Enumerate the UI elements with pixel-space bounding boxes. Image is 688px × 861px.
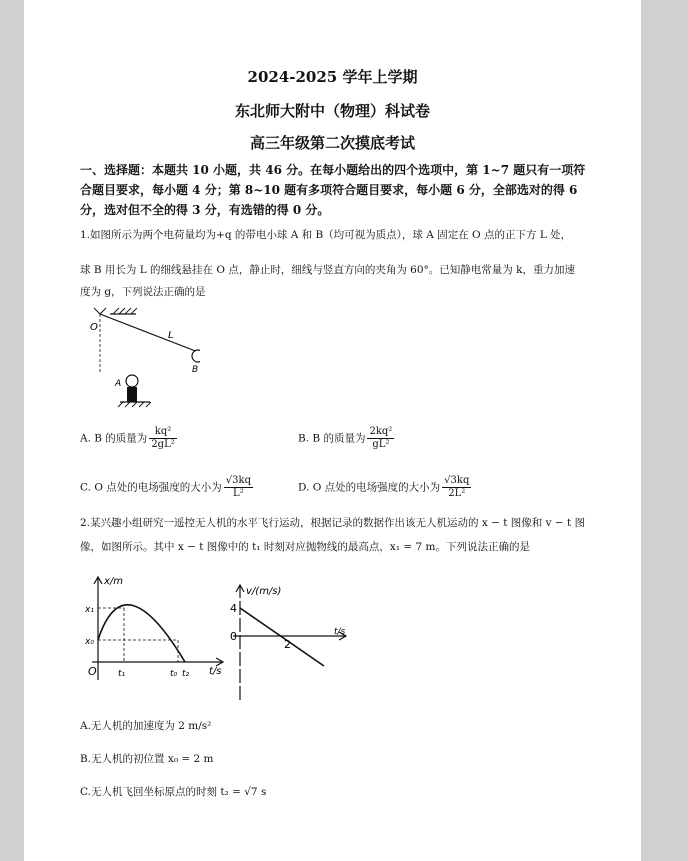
vt-ylabel: v/(m/s) <box>246 586 282 597</box>
q2-option-c: C.无人机飞回坐标原点的时刻 t₂ = √7 s <box>80 786 267 798</box>
q1-stem-3: 度为 g，下列说法正确的是 <box>80 286 206 298</box>
vt-xlabel: t/s <box>334 627 346 637</box>
q2-vt-graph <box>228 582 354 702</box>
header-term: 2024-2025 学年上学期 <box>247 68 418 86</box>
stand <box>127 387 137 402</box>
label-0: 0 <box>230 630 237 643</box>
section-instructions-1: 一、选择题：本题共 10 小题，共 46 分。在每小题给出的四个选项中，第 1~7 题只有一项符 <box>80 163 586 177</box>
label-origin: O <box>88 665 97 678</box>
ceiling-hatch <box>113 308 137 314</box>
q1-option-b: B. B 的质量为 $\frac{\text{2kq²}}{\text{gL²}}$ <box>298 426 393 450</box>
vt-line <box>240 608 324 666</box>
label-x0: x₀ <box>85 637 94 647</box>
xt-ylabel: x/m <box>104 576 124 587</box>
label-x1: x₁ <box>85 605 94 615</box>
label-t0: t₀ <box>170 669 178 679</box>
q1-stem-2: 球 B 用长为 L 的细线悬挂在 O 点，静止时，细线与竖直方向的夹角为 60°。已知静电常量为 k，重力加速 <box>80 264 575 276</box>
q2-stem-2: 像，如图所示。其中 x − t 图像中的 t₁ 时刻对应抛物线的最高点，x₁ = 7 m。下列说法正确的是 <box>80 541 530 553</box>
section-instructions-3: 分，选对但不全的得 3 分，有选错的得 0 分。 <box>80 203 330 217</box>
q2-option-a: A.无人机的加速度为 2 m/s² <box>80 720 212 732</box>
label-2: 2 <box>284 638 291 651</box>
q1-figure <box>80 306 200 410</box>
label-b: B <box>192 365 199 375</box>
q1-stem-1: 1.如图所示为两个电荷量均为+q 的带电小球 A 和 B（均可视为质点），球 A 固定在 O 点的正下方 L 处， <box>80 229 572 241</box>
string-line <box>100 314 198 352</box>
q1-option-c: C. O 点处的电场强度的大小为 $\frac{√3kq}{\text{L²}}$ <box>80 475 251 499</box>
label-l: L <box>168 330 174 341</box>
q1-option-a: A. B 的质量为 $\frac{\text{kq²}}{\text{2gL²}}$ <box>80 426 175 450</box>
ball-b <box>192 350 200 362</box>
xt-xlabel: t/s <box>209 666 222 677</box>
q2-option-b: B.无人机的初位置 x₀ = 2 m <box>80 753 214 765</box>
q1-option-d: D. O 点处的电场强度的大小为 $\frac{√3kq}{\text{2L²}}$ <box>298 475 470 499</box>
label-o: O <box>90 322 98 333</box>
label-t2: t₂ <box>182 669 190 679</box>
q2-stem-1: 2.某兴趣小组研究一遥控无人机的水平飞行运动，根据记录的数据作出该无人机运动的 x − t 图像和 v − t 图 <box>80 517 586 529</box>
section-instructions-2: 合题目要求，每小题 4 分；第 8~10 题有多项符合题目要求，每小题 6 分，全部选对的得 6 <box>80 183 578 197</box>
label-4: 4 <box>230 602 237 615</box>
exam-page <box>24 0 641 861</box>
header-exam: 高三年级第二次摸底考试 <box>249 134 415 152</box>
xt-parabola <box>98 605 185 662</box>
header-school: 东北师大附中（物理）科试卷 <box>234 102 430 120</box>
label-a: A <box>115 379 122 389</box>
angle-mark <box>94 308 100 314</box>
q2-xt-graph <box>78 572 228 684</box>
label-t1: t₁ <box>118 669 126 679</box>
ball-a <box>126 375 138 387</box>
